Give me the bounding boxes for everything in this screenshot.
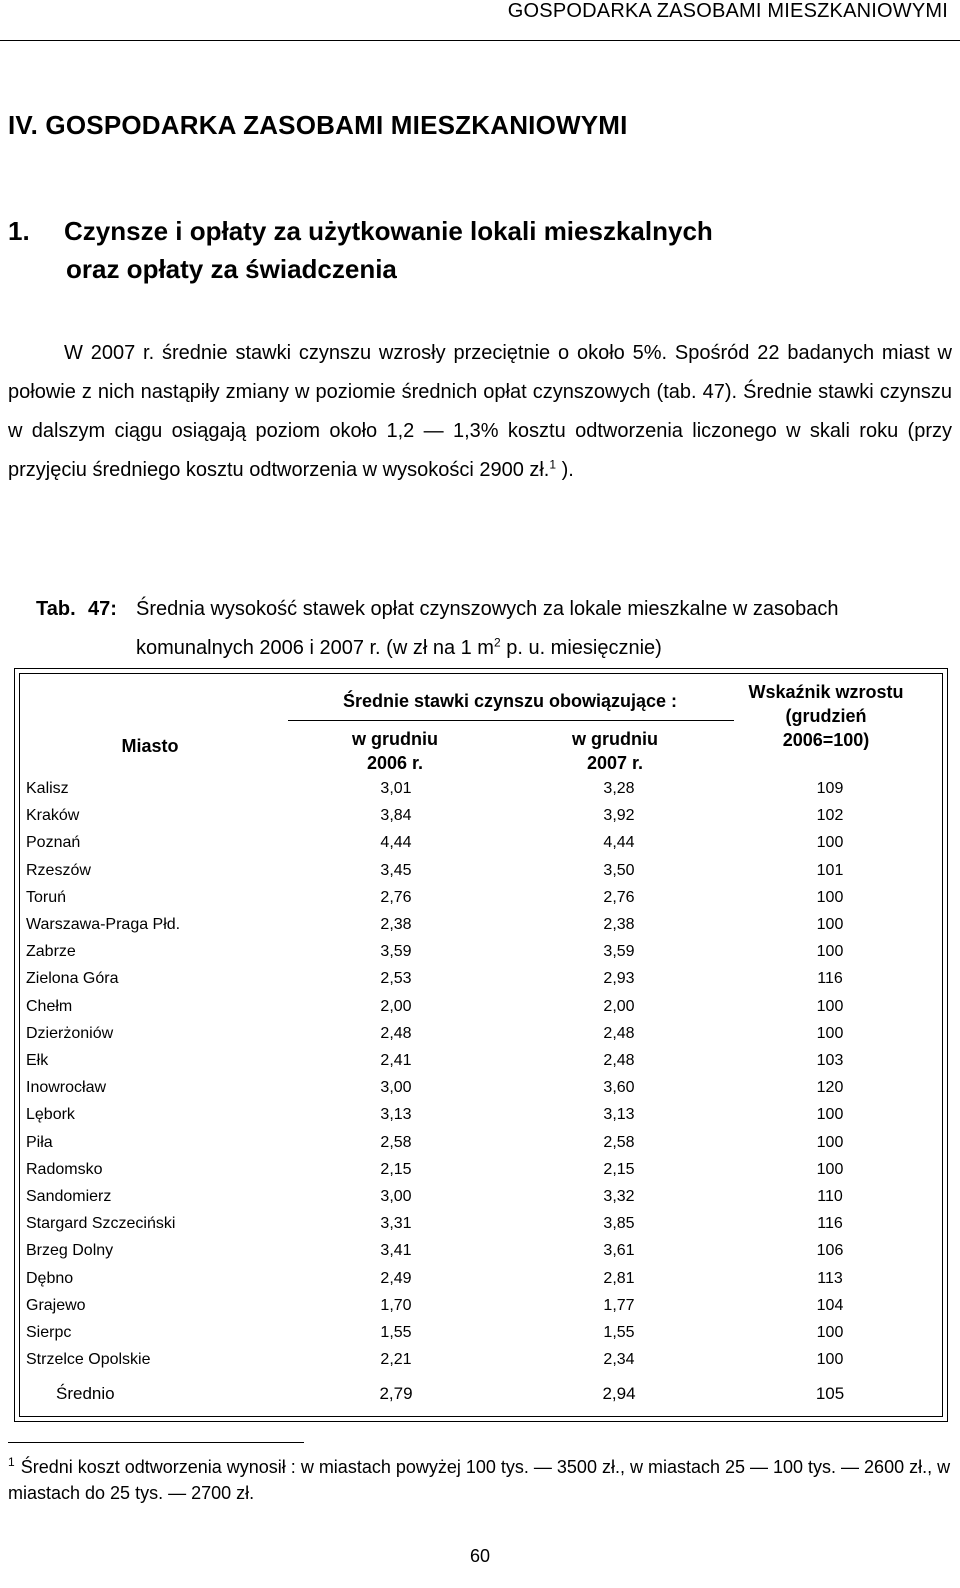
cell-index: 100 — [816, 1106, 844, 1124]
cell-dec2006: 2,53 — [380, 970, 412, 988]
table-row — [26, 1134, 876, 1161]
cell-dec2006: 4,44 — [380, 834, 412, 852]
cell-dec2007: 2,48 — [603, 1052, 635, 1069]
cell-city: Toruń — [26, 888, 67, 906]
header-rule — [0, 40, 960, 41]
average-2006: 2,79 — [379, 1384, 413, 1403]
table-row — [26, 970, 876, 997]
cell-dec2007: 1,77 — [603, 1296, 635, 1314]
table-row — [26, 1161, 876, 1188]
table-row — [26, 1324, 876, 1351]
table-row — [26, 1242, 876, 1269]
average-label: Średnio — [56, 1384, 115, 1403]
cell-dec2006: 1,70 — [380, 1296, 412, 1314]
cell-dec2007: 2,48 — [603, 1024, 635, 1042]
cell-dec2007: 3,13 — [603, 1106, 635, 1124]
footnote-reference: 1 — [549, 457, 557, 472]
header-col-a-line1: w grudniu — [352, 729, 438, 749]
cell-city: Strzelce Opolskie — [26, 1351, 151, 1369]
cell-index: 104 — [816, 1296, 844, 1314]
section-title-line1: Czynsze i opłaty za użytkowanie lokali mieszkalnych — [64, 216, 713, 246]
table-row — [26, 834, 876, 861]
cell-dec2006: 3,41 — [380, 1242, 412, 1260]
header-col-b-line1: w grudniu — [572, 729, 658, 749]
cell-dec2007: 2,34 — [603, 1351, 635, 1369]
cell-dec2007: 2,58 — [603, 1133, 635, 1151]
cell-city: Dzierżoniów — [26, 1024, 114, 1042]
cell-dec2007: 3,28 — [603, 780, 635, 797]
cell-index: 106 — [816, 1242, 844, 1260]
table-row — [26, 889, 876, 916]
caption-label: Tab. — [36, 598, 76, 620]
cell-city: Radomsko — [26, 1160, 103, 1178]
cell-dec2007: 3,50 — [603, 861, 635, 879]
cell-index: 100 — [816, 888, 844, 906]
header-col-c — [726, 680, 926, 752]
cell-index: 100 — [816, 1160, 844, 1178]
cell-index: 113 — [817, 1269, 843, 1287]
table-row — [26, 1270, 876, 1297]
cell-dec2006: 2,76 — [380, 888, 412, 906]
caption-text — [136, 590, 956, 668]
cell-city: Sierpc — [26, 1324, 72, 1341]
cell-index: 101 — [816, 861, 844, 879]
cell-city: Grajewo — [26, 1296, 86, 1314]
header-col-a-line2: 2006 r. — [366, 753, 424, 773]
cell-dec2006: 3,84 — [380, 807, 412, 825]
cell-dec2007: 3,59 — [603, 943, 635, 961]
cell-dec2006: 3,00 — [380, 1079, 412, 1097]
cell-city: Poznań — [26, 834, 81, 852]
chapter-title: IV. GOSPODARKA ZASOBAMI MIESZKANIOWYMI — [8, 110, 628, 140]
cell-index: 116 — [817, 1215, 843, 1233]
cell-city: Chełm — [26, 997, 73, 1015]
cell-dec2006: 1,55 — [380, 1324, 412, 1341]
header-col-c-line1: Wskaźnik wzrostu — [748, 682, 904, 702]
cell-dec2007: 2,38 — [603, 916, 635, 933]
cell-index: 120 — [816, 1079, 844, 1097]
cell-dec2006: 2,49 — [380, 1269, 412, 1287]
cell-index: 100 — [816, 1324, 844, 1341]
cell-city: Dębno — [26, 1269, 74, 1287]
table-row — [26, 943, 876, 970]
header-group: Średnie stawki czynszu obowiązujące : — [342, 691, 678, 711]
table-row — [26, 1215, 876, 1242]
cell-index: 100 — [816, 943, 844, 961]
cell-dec2007: 3,32 — [603, 1188, 635, 1205]
cell-city: Rzeszów — [26, 861, 91, 879]
table-row — [26, 1297, 876, 1324]
cell-dec2006: 3,45 — [380, 861, 412, 879]
cell-dec2006: 2,38 — [380, 916, 412, 933]
cell-dec2006: 2,48 — [380, 1024, 412, 1042]
paragraph-text: W 2007 r. średnie stawki czynszu wzrosły przeciętnie o około 5%. Spośród 22 badanych miast w połowie z nich nastąpiły zmiany w poziomie średnich opłat czynszowych (tab. 47). Średnie stawki czynszu w dalszym ciągu osiągają poziom około 1,2 — 1,3% kosztu odtworzenia liczonego w skali roku (przy przyjęciu średniego kosztu odtworzenia w wysokości 2900 zł. — [8, 342, 952, 481]
cell-index: 110 — [817, 1188, 843, 1205]
cell-index: 103 — [816, 1052, 844, 1069]
footnote-rule — [8, 1442, 304, 1443]
cell-dec2006: 3,01 — [380, 780, 412, 797]
header-group-rule — [288, 720, 734, 721]
table-row — [26, 998, 876, 1025]
cell-city: Piła — [26, 1133, 53, 1151]
caption-superscript: 2 — [493, 635, 501, 650]
table-row — [26, 916, 876, 943]
average-row — [26, 1384, 876, 1411]
cell-city: Kalisz — [26, 780, 69, 797]
cell-index: 116 — [817, 970, 843, 988]
header-col-c-line3: 2006=100) — [782, 730, 870, 750]
cell-city: Kraków — [26, 807, 80, 825]
cell-dec2007: 3,61 — [603, 1242, 635, 1260]
cell-dec2007: 2,00 — [603, 997, 635, 1015]
header-col-b — [520, 727, 710, 775]
cell-city: Ełk — [26, 1052, 49, 1069]
cell-dec2007: 2,81 — [603, 1269, 635, 1287]
section-number: 1. — [8, 216, 30, 246]
cell-city: Zielona Góra — [26, 970, 119, 988]
page-number: 60 — [469, 1546, 491, 1566]
header-col-b-line2: 2007 r. — [586, 753, 644, 773]
table-row — [26, 1052, 876, 1079]
header-col-c-line2: (grudzień — [785, 706, 867, 726]
cell-dec2006: 2,41 — [380, 1052, 412, 1069]
section-title-line2: oraz opłaty za świadczenia — [66, 254, 397, 284]
caption-number: 47: — [88, 598, 117, 620]
cell-dec2006: 3,13 — [380, 1106, 412, 1124]
average-2007: 2,94 — [602, 1384, 636, 1403]
cell-index: 100 — [816, 834, 844, 852]
cell-dec2006: 2,58 — [380, 1133, 412, 1151]
cell-dec2007: 1,55 — [603, 1324, 635, 1341]
header-city: Miasto — [121, 736, 179, 756]
cell-dec2007: 3,60 — [603, 1079, 635, 1097]
footnote-mark: 1 — [8, 1455, 15, 1469]
cell-index: 100 — [816, 997, 844, 1015]
body-paragraph — [8, 334, 952, 490]
caption-text-tail: p. u. miesięcznie) — [500, 637, 662, 659]
footnote — [8, 1454, 952, 1506]
footnote-text: Średni koszt odtworzenia wynosił : w miastach powyżej 100 tys. — 3500 zł., w miastach 25 — 100 tys. — 2600 zł., w miastach do 25 tys. — 2700 zł. — [8, 1457, 951, 1503]
table-row — [26, 1106, 876, 1133]
cell-index: 109 — [816, 780, 844, 797]
table-row — [26, 1025, 876, 1052]
cell-city: Inowrocław — [26, 1079, 107, 1097]
cell-index: 100 — [816, 916, 844, 933]
cell-dec2007: 4,44 — [603, 834, 635, 852]
table-row — [26, 1188, 876, 1215]
cell-city: Sandomierz — [26, 1188, 112, 1205]
cell-index: 102 — [816, 807, 844, 825]
cell-city: Warszawa-Praga Płd. — [26, 916, 181, 933]
caption-text-main: Średnia wysokość stawek opłat czynszowych za lokale mieszkalne w zasobach komunalnych 2006 i 2007 r. (w zł na 1 m — [136, 598, 839, 659]
cell-dec2007: 2,93 — [603, 970, 635, 988]
table-row — [26, 1079, 876, 1106]
cell-dec2006: 2,21 — [380, 1351, 412, 1369]
cell-dec2007: 2,76 — [603, 888, 635, 906]
table-row — [26, 862, 876, 889]
average-index: 105 — [815, 1384, 845, 1403]
cell-city: Stargard Szczeciński — [26, 1215, 176, 1233]
section-title — [8, 212, 713, 288]
cell-dec2006: 2,00 — [380, 997, 412, 1015]
table-row — [26, 1351, 876, 1378]
cell-city: Brzeg Dolny — [26, 1242, 114, 1260]
cell-city: Lębork — [26, 1106, 75, 1124]
header-col-a — [300, 727, 490, 775]
cell-dec2007: 3,92 — [603, 807, 635, 825]
cell-city: Zabrze — [26, 943, 76, 961]
table-row — [26, 807, 876, 834]
cell-dec2007: 2,15 — [603, 1160, 635, 1178]
cell-dec2006: 2,15 — [380, 1160, 412, 1178]
cell-dec2006: 3,59 — [380, 943, 412, 961]
table-row — [26, 780, 876, 807]
cell-dec2007: 3,85 — [603, 1215, 635, 1233]
cell-index: 100 — [816, 1351, 844, 1369]
running-header: GOSPODARKA ZASOBAMI MIESZKANIOWYMI — [507, 0, 948, 22]
cell-dec2006: 3,00 — [380, 1188, 412, 1205]
cell-dec2006: 3,31 — [380, 1215, 412, 1233]
cell-index: 100 — [816, 1024, 844, 1042]
paragraph-tail: ). — [556, 459, 574, 481]
cell-index: 100 — [816, 1133, 844, 1151]
